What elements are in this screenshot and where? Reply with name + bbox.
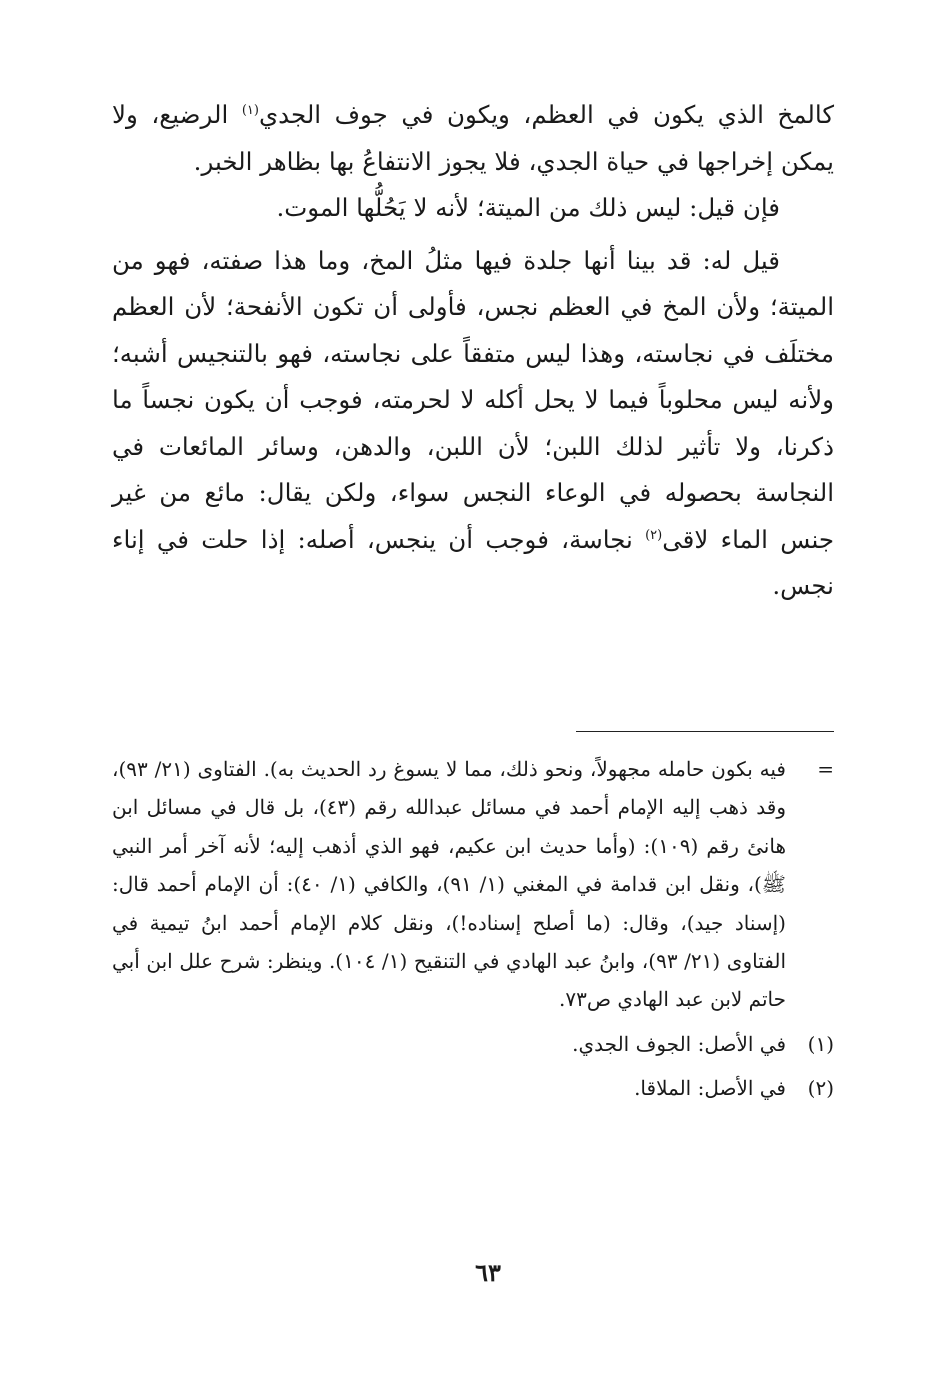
footnote-continuation — [112, 750, 834, 1019]
footnote-2-text: في الأصل: الملاقا. — [634, 1076, 786, 1101]
footnotes — [112, 750, 834, 1108]
paragraph-3-part-a: قيل له: قد بينا أنها جلدة فيها مثلُ المخ، وما هذا صفته، فهو من الميتة؛ ولأن المخ في العظم نجس، فأولى أن تكون الأنفحة؛ لأن العظم مختلَف في نجاسته، وهذا ليس متفقاً على نجاسته، فهو بالتنجيس أشبه؛ ولأنه ليس محلوباً فيما لا يحل أكله لا لحرمته، فوجب أن يكون نجساً ما ذكرنا، ولا تأثير لذلك اللبن؛ لأن اللبن، والدهن، وسائر المائعات في النجاسة بحصوله في الوعاء النجس سواء، ولكن يقال: مائع من غير جنس الماء لاقى — [112, 245, 834, 554]
paragraph-2-text: فإن قيل: ليس ذلك من الميتة؛ لأنه لا يَحُلُّها الموت. — [276, 193, 780, 222]
paragraph-1-part-b: الرضيع، ولا يمكن إخراجها في حياة الجدي، فلا يجوز الانتفاعُ بها بظاهر الخبر. — [112, 100, 834, 176]
paragraph-3 — [112, 238, 834, 610]
footnote-divider — [576, 731, 834, 732]
footnote-2 — [112, 1069, 834, 1107]
page-number: ٦٣ — [475, 1258, 501, 1287]
footnote-continuation-marker: = — [817, 757, 834, 781]
footnote-continuation-text: فيه بكون حامله مجهولاً، ونحو ذلك، مما لا يسوغ رد الحديث به). الفتاوى (٢١/ ٩٣)، وقد ذهب إليه الإمام أحمد في مسائل عبدالله رقم (٤٣)، بل قال في مسائل ابن هانئ رقم (١٠٩): (وأما حديث ابن عكيم، فهو الذي أذهب إليه؛ لأنه آخر أمر النبي ﷺ)، ونقل ابن قدامة في المغني (١/ ٩١)، والكافي (١/ ٤٠): أن الإمام أحمد قال: (إسناد جيد)، وقال: (ما أصلح إسناده!)، ونقل كلام الإمام أحمد ابنُ تيمية في الفتاوى (٢١/ ٩٣)، وابنُ عبد الهادي في التنقيح (١/ ١٠٤). وينظر: شرح علل ابن أبي حاتم لابن عبد الهادي ص٧٣. — [112, 757, 786, 1012]
footnote-1-text: في الأصل: الجوف الجدي. — [572, 1031, 786, 1056]
main-text — [112, 92, 834, 610]
paragraph-1 — [112, 92, 834, 185]
paragraph-2 — [112, 185, 834, 232]
paragraph-1-part-a: كالمخ الذي يكون في العظم، ويكون في جوف الجدي — [258, 100, 834, 129]
footnote-ref-2: (٢) — [645, 527, 663, 543]
footnote-1 — [112, 1025, 834, 1063]
footnote-1-marker: (١) — [807, 1031, 834, 1056]
paragraph-3-part-b: نجاسة، فوجب أن ينجس، أصله: إذا حلت في إناء نجس. — [112, 524, 834, 600]
footnote-2-marker: (٢) — [807, 1076, 834, 1101]
footnote-ref-1: (١) — [241, 102, 259, 118]
